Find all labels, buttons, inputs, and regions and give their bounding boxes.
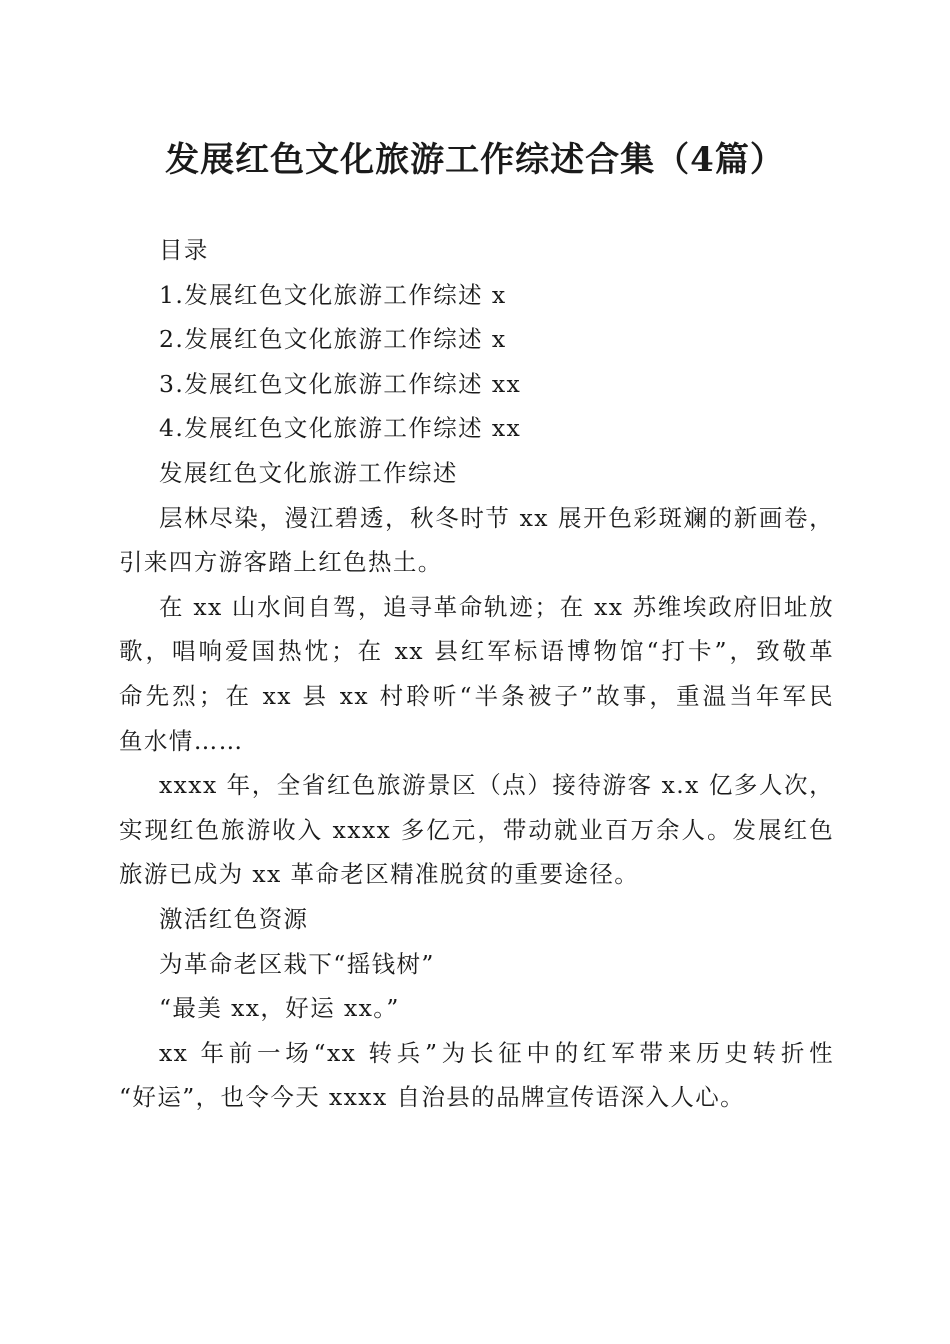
- toc-item: 3.发展红色文化旅游工作综述 xx: [159, 369, 522, 398]
- toc-item: 4.发展红色文化旅游工作综述 xx: [159, 414, 522, 443]
- paragraph: [119, 585, 834, 763]
- paragraph-line: 引来四方游客踏上红色热土。: [119, 548, 443, 577]
- document-body: [119, 228, 834, 1120]
- paragraph-line: 歌，唱响爱国热忱；在 xx 县红军标语博物馆“打卡”，致敬革: [119, 637, 834, 666]
- paragraph-line: 鱼水情……: [119, 726, 244, 755]
- paragraph-line: 命先烈；在 xx 县 xx 村聆听“半条被子”故事，重温当年军民: [119, 681, 834, 710]
- section-heading: 发展红色文化旅游工作综述: [159, 458, 458, 487]
- toc-item: 1.发展红色文化旅游工作综述 x: [159, 280, 507, 309]
- paragraph-line: xxxx 年，全省红色旅游景区（点）接待游客 x.x 亿多人次，: [159, 771, 834, 800]
- paragraph: [119, 763, 834, 897]
- toc-item: 2.发展红色文化旅游工作综述 x: [159, 325, 507, 354]
- subheading: 为革命老区栽下“摇钱树”: [159, 949, 435, 978]
- paragraph-line: 在 xx 山水间自驾，追寻革命轨迹；在 xx 苏维埃政府旧址放: [159, 592, 834, 621]
- paragraph-line: 旅游已成为 xx 革命老区精准脱贫的重要途径。: [119, 860, 640, 889]
- paragraph-line: xx 年前一场“xx 转兵”为长征中的红军带来历史转折性: [159, 1038, 834, 1067]
- paragraph-line: 层林尽染，漫江碧透，秋冬时节 xx 展开色彩斑斓的新画卷，: [159, 503, 834, 532]
- paragraph: [119, 1031, 834, 1120]
- table-of-contents: [119, 273, 834, 451]
- paragraph-line: “好运”，也令今天 xxxx 自治县的品牌宣传语深入人心。: [119, 1083, 746, 1112]
- paragraph: [119, 496, 834, 585]
- toc-heading: 目录: [159, 236, 209, 264]
- document-title: 发展红色文化旅游工作综述合集（4篇）: [165, 140, 785, 180]
- subheading: 激活红色资源: [159, 904, 309, 933]
- quote: “最美 xx，好运 xx。”: [159, 994, 400, 1023]
- paragraph-line: 实现红色旅游收入 xxxx 多亿元，带动就业百万余人。发展红色: [119, 815, 834, 844]
